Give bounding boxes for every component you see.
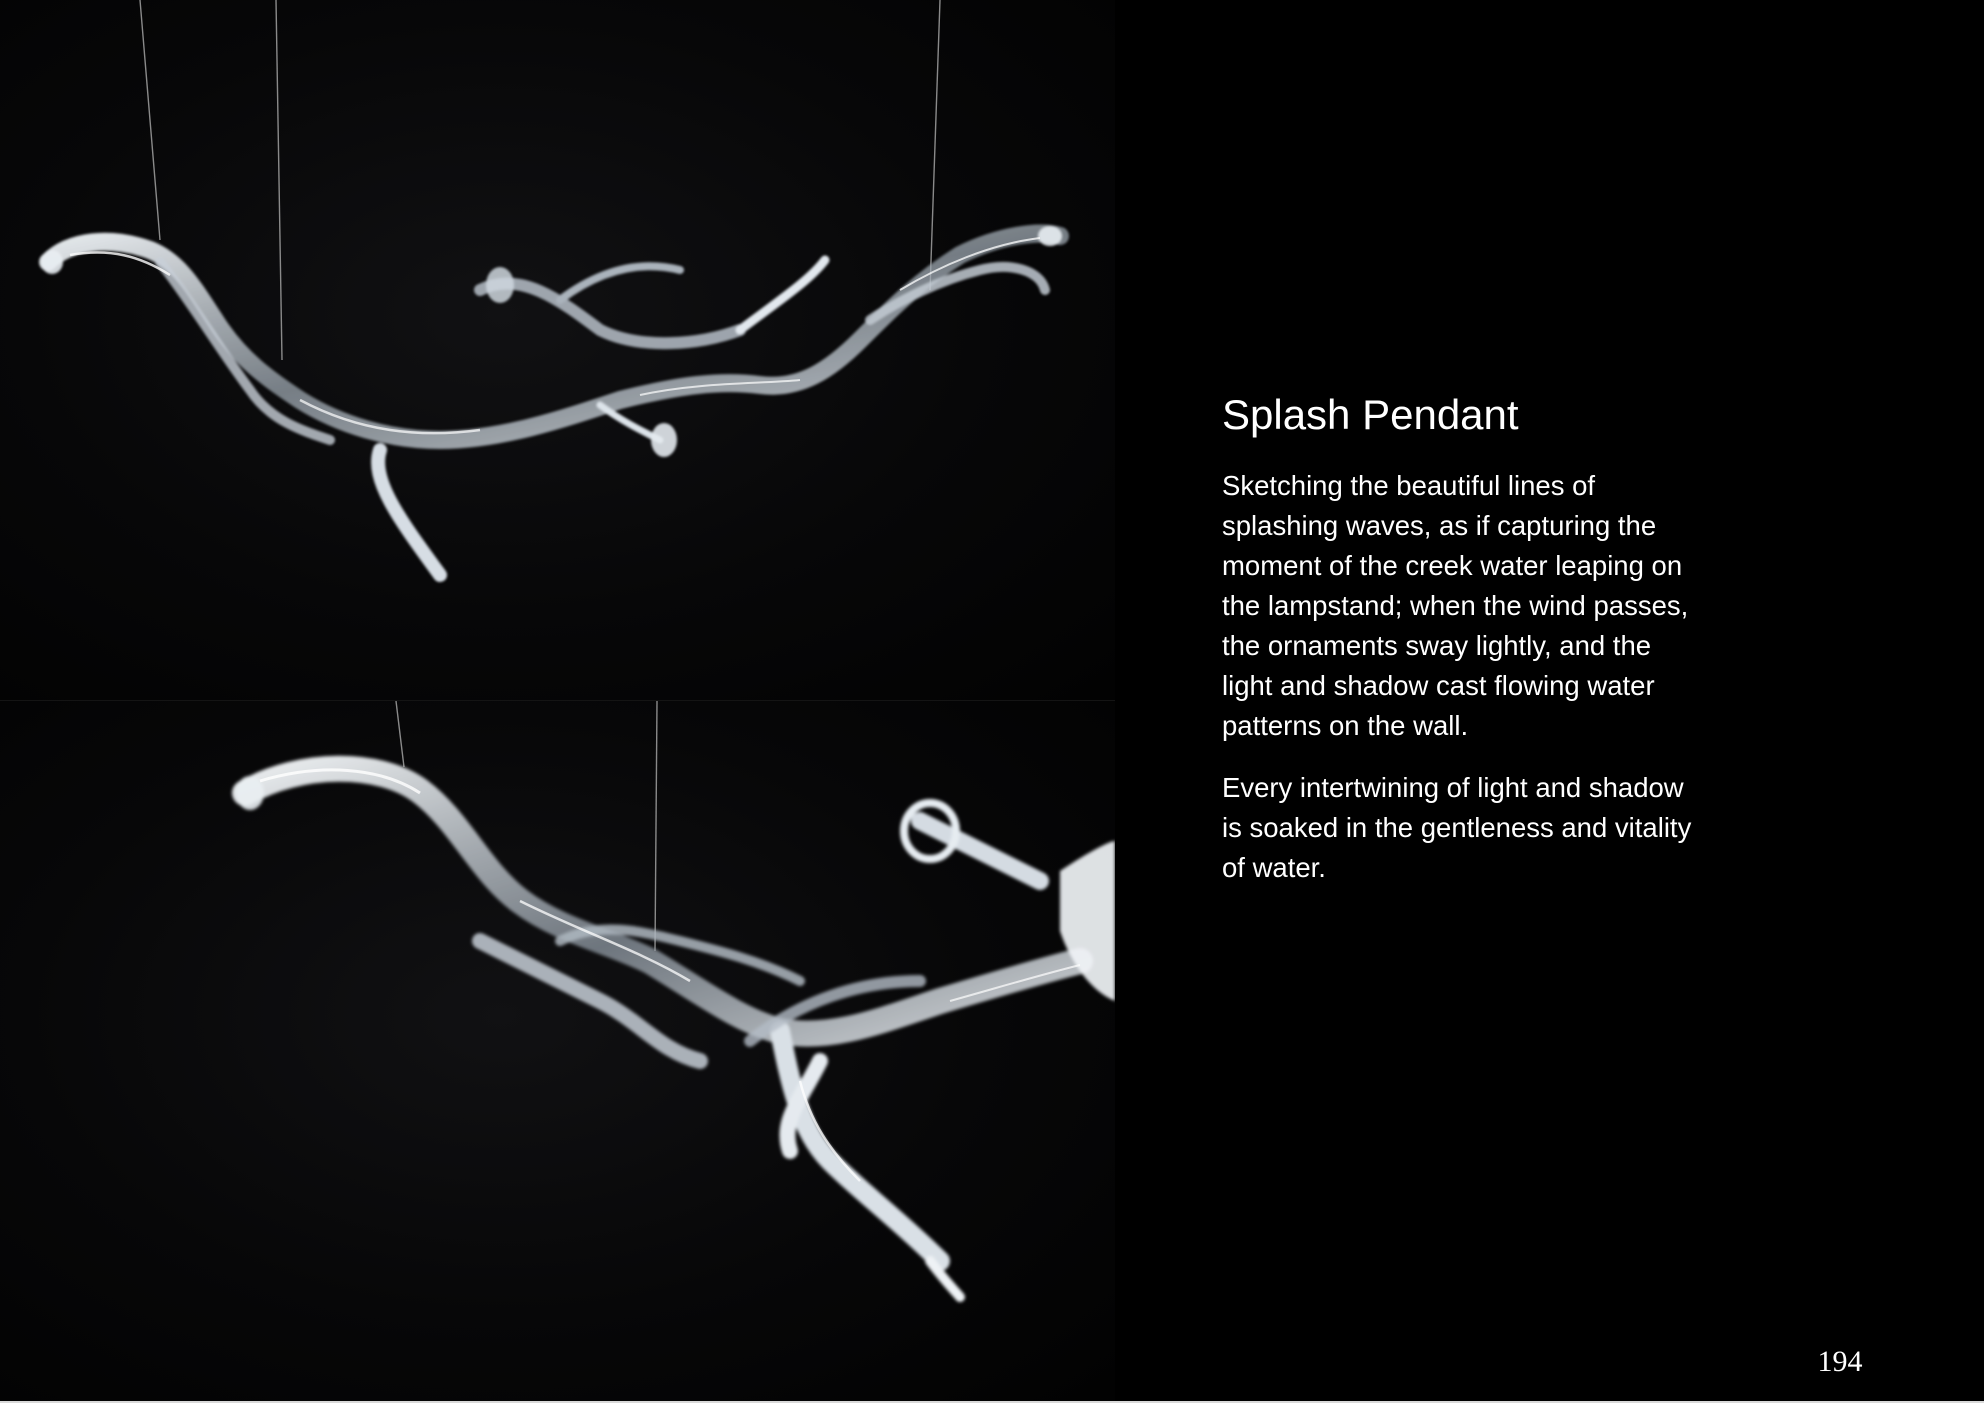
page-number: 194: [1817, 1345, 1863, 1378]
product-title: Splash Pendant: [1222, 391, 1519, 438]
description-paragraph: Every intertwining of light and shadow is soaked in the gentleness and vitality of water.: [1222, 772, 1692, 884]
product-description: [1222, 390, 1692, 910]
pendant-photo-top: [0, 0, 1115, 700]
description-paragraph: Sketching the beautiful lines of splashing waves, as if capturing the moment of the creek water leaping on the lampstand; when the wind passes, the ornaments sway lightly, and the light and shadow cast flowing water patterns on the wall.: [1222, 470, 1689, 742]
pendant-photo-bottom: [0, 701, 1115, 1401]
splash-pendant-closeup-image: [0, 701, 1115, 1401]
splash-pendant-image: [0, 0, 1115, 700]
